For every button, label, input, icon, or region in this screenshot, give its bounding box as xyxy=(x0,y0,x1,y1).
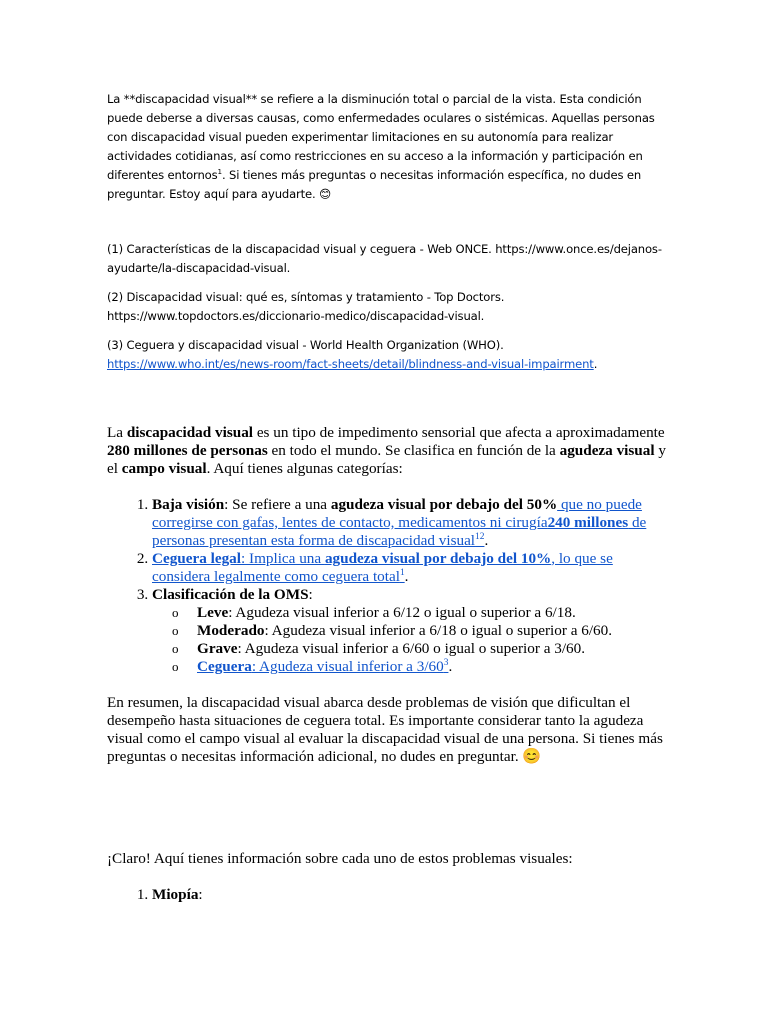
item-label: Miopía xyxy=(152,886,199,903)
bold-term: agudeza visual por debajo del 50% xyxy=(330,496,558,513)
reference-3-tail: . xyxy=(593,357,598,371)
list-item-baja-vision xyxy=(152,496,667,550)
intro-tail: . Si tienes más preguntas o necesitas información específica, no dudes en preguntar. Estoy aquí para ayudarte. 😊 xyxy=(107,168,642,201)
item-label: Leve xyxy=(197,604,229,621)
text-run: : xyxy=(308,586,313,603)
text-run: en todo el mundo. Se clasifica en función de la xyxy=(267,442,560,459)
sublist-item-ceguera xyxy=(172,658,667,676)
text-run: : Agudeza visual inferior a 6/18 o igual o superior a 6/60. xyxy=(264,622,613,639)
footnote-marker[interactable]: 3 xyxy=(443,657,449,668)
sublist-item-moderado xyxy=(172,622,667,640)
link-text: : Agudeza visual inferior a 3/60 xyxy=(251,658,444,675)
source-link-2[interactable] xyxy=(152,550,613,585)
sublist-item-leve xyxy=(172,604,667,622)
sublist-item-grave xyxy=(172,640,667,658)
bold-term: discapacidad visual xyxy=(126,424,254,441)
who-link[interactable]: https://www.who.int/es/news-room/fact-sheets/detail/blindness-and-visual-impairment xyxy=(107,357,594,371)
link-text: de personas presentan esta forma de discapacidad visual xyxy=(152,514,647,549)
link-text: : Implica una xyxy=(241,550,325,567)
footnote-marker[interactable]: 1 xyxy=(399,567,405,578)
link-text: que no puede corregirse con gafas, lentes de contacto, medicamentos ni cirugía xyxy=(152,496,642,531)
text-run: . xyxy=(484,532,489,549)
visual-problems-section xyxy=(107,850,667,904)
text-run: : xyxy=(198,886,203,903)
text-run: . xyxy=(448,658,453,675)
link-text: , lo que se considera legalmente como ceguera total xyxy=(152,550,613,585)
text-run: . xyxy=(404,568,409,585)
intro-section xyxy=(107,90,667,384)
reference-3-text: (3) Ceguera y discapacidad visual - World Health Organization (WHO). xyxy=(107,338,504,352)
visual-problems-list xyxy=(107,886,667,904)
references-list xyxy=(107,240,667,374)
source-link-3[interactable] xyxy=(197,658,448,675)
item-label: Moderado xyxy=(197,622,265,639)
link-bold: Ceguera legal xyxy=(152,550,241,567)
footnote-marker[interactable]: 12 xyxy=(475,531,485,542)
visual-problems-intro: ¡Claro! Aquí tienes información sobre cada uno de estos problemas visuales: xyxy=(107,850,573,867)
link-bold: Ceguera xyxy=(197,658,252,675)
text-run: : Agudeza visual inferior a 6/12 o igual o superior a 6/18. xyxy=(228,604,576,621)
classification-intro xyxy=(107,424,667,478)
categories-list xyxy=(107,496,667,676)
text-run: y el xyxy=(107,442,666,477)
oms-sublist xyxy=(152,604,667,676)
intro-paragraph xyxy=(107,90,667,204)
text-run: La xyxy=(107,424,127,441)
bold-term: campo visual xyxy=(121,460,207,477)
bold-term: agudeza visual xyxy=(559,442,655,459)
text-run: . Aquí tienes algunas categorías: xyxy=(206,460,403,477)
bold-term: 280 millones de personas xyxy=(107,442,268,459)
link-bold: agudeza visual por debajo del 10% xyxy=(324,550,552,567)
item-label: Baja visión xyxy=(152,496,225,513)
list-item-miopia xyxy=(152,886,667,904)
list-item-clasificacion-oms xyxy=(152,586,667,676)
footnote-marker[interactable]: 1 xyxy=(217,167,222,177)
classification-section xyxy=(107,424,667,766)
reference-1: (1) Características de la discapacidad visual y ceguera - Web ONCE. https://www.once.es/dejanos-ayudarte/la-discapacidad-visual. xyxy=(107,242,662,275)
reference-3 xyxy=(107,336,667,374)
text-run: : Se refiere a una xyxy=(224,496,331,513)
text-run: es un tipo de impedimento sensorial que afecta a aproximadamente xyxy=(253,424,665,441)
intro-text: La **discapacidad visual** se refiere a la disminución total o parcial de la vista. Esta condición puede deberse a diversas causas, como enfermedades oculares o sistémicas. Aquellas personas con discapacidad visual pueden experimentar limitaciones en su autonomía para realizar actividades cotidianas, así como restricciones en su acceso a la información y participación en diferentes entornos xyxy=(107,92,655,182)
reference-2: (2) Discapacidad visual: qué es, síntomas y tratamiento - Top Doctors. https://www.topdoctors.es/diccionario-medico/discapacidad-visual. xyxy=(107,290,505,323)
list-item-ceguera-legal xyxy=(152,550,667,586)
item-label: Clasificación de la OMS xyxy=(152,586,309,603)
summary-paragraph: En resumen, la discapacidad visual abarca desde problemas de visión que dificultan el desempeño hasta situaciones de ceguera total. Es importante considerar tanto la agudeza visual como el campo visual al evaluar la discapacidad visual de una persona. Si tienes más preguntas o necesitas información adicional, no dudes en preguntar. 😊 xyxy=(107,694,663,765)
item-label: Grave xyxy=(197,640,238,657)
link-bold: 240 millones xyxy=(547,514,629,531)
text-run: : Agudeza visual inferior a 6/60 o igual o superior a 3/60. xyxy=(237,640,586,657)
